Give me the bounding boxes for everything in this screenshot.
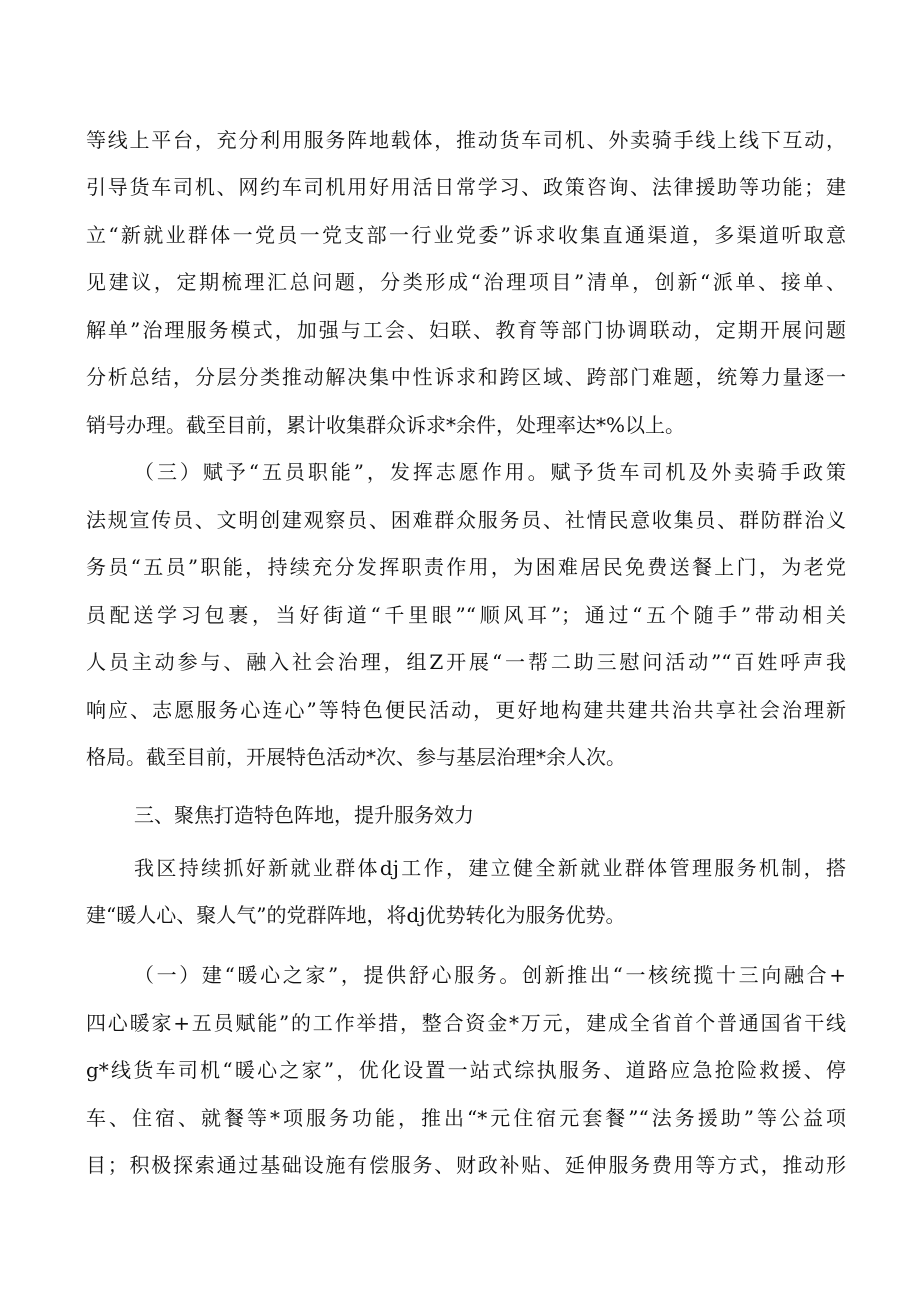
paragraph-line: 销号办理。截至目前，累计收集群众诉求*余件，处理率达*%以上。 [86, 413, 686, 437]
paragraph-line: 等线上平台，充分利用服务阵地载体，推动货车司机、外卖骑手线上线下互动， [86, 128, 846, 152]
paragraph-line: 人员主动参与、融入社会治理，组Z开展“一帮二助三慰问活动”“百姓呼声我 [86, 650, 846, 674]
paragraph-line: 立“新就业群体一党员一党支部一行业党委”诉求收集直通渠道，多渠道听取意 [86, 223, 846, 247]
paragraph-line: 四心暖家+五员赋能”的工作举措，整合资金*万元，建成全省首个普通国省干线 [86, 1011, 846, 1035]
paragraph-line: 引导货车司机、网约车司机用好用活日常学习、政策咨询、法律援助等功能；建 [86, 175, 846, 199]
paragraph-line: 员配送学习包裹，当好街道“千里眼”“顺风耳”；通过“五个随手”带动相关 [86, 603, 846, 627]
paragraph-line: 车、住宿、就餐等*项服务功能，推出“*元住宿元套餐”“法务援助”等公益项 [86, 1106, 846, 1130]
paragraph-line: 目；积极探索通过基础设施有偿服务、财政补贴、延伸服务费用等方式，推动形 [86, 1153, 846, 1177]
paragraph-line: 解单”治理服务模式，加强与工会、妇联、教育等部门协调联动，定期开展问题 [86, 318, 846, 342]
paragraph-line: 见建议，定期梳理汇总问题，分类形成“治理项目”清单，创新“派单、接单、 [86, 270, 846, 294]
section-heading-line: （一）建“暖心之家”，提供舒心服务。创新推出“一核统揽十三向融合+ [134, 963, 846, 987]
paragraph-line: 格局。截至目前，开展特色活动*次、参与基层治理*余人次。 [86, 745, 626, 769]
paragraph-line: 我区持续抓好新就业群体dj工作，建立健全新就业群体管理服务机制，搭 [134, 856, 846, 880]
paragraph-line: 务员“五员”职能，持续充分发挥职责作用，为困难居民免费送餐上门，为老党 [86, 555, 846, 579]
paragraph-line: g*线货车司机“暖心之家”，优化设置一站式综执服务、道路应急抢险救援、停 [86, 1058, 846, 1082]
section-title: 三、聚焦打造特色阵地，提升服务效力 [134, 803, 474, 827]
section-heading-line: （三）赋予“五员职能”，发挥志愿作用。赋予货车司机及外卖骑手政策 [134, 460, 846, 484]
paragraph-line: 分析总结，分层分类推动解决集中性诉求和跨区域、跨部门难题，统筹力量逐一 [86, 365, 846, 389]
paragraph-line: 建“暖人心、聚人气”的党群阵地，将dj优势转化为服务优势。 [86, 903, 626, 927]
paragraph-line: 法规宣传员、文明创建观察员、困难群众服务员、社情民意收集员、群防群治义 [86, 508, 846, 532]
paragraph-line: 响应、志愿服务心连心”等特色便民活动，更好地构建共建共治共享社会治理新 [86, 698, 846, 722]
